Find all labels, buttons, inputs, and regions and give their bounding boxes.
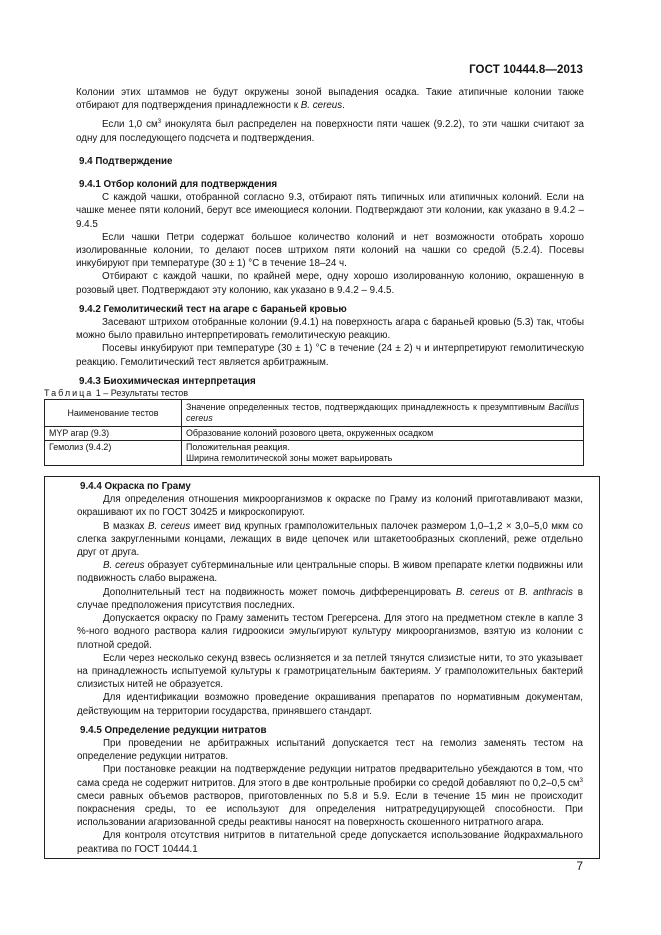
page-number: 7 (576, 859, 583, 873)
heading-9-4: 9.4 Подтверждение (79, 155, 173, 167)
paragraph-9-4-5-c: Для контроля отсутствия нитритов в питательной среде допускается использование йодкрахмального реактива по ГОСТ 10444.1 (77, 830, 583, 855)
table-header-row (45, 400, 584, 427)
boxed-section (44, 476, 600, 859)
page-content (44, 86, 584, 859)
paragraph-9-4-2-a: Засевают штрихом отобранные колонии (9.4.1) на поверхность агара с бараньей кровью (5.3) так, чтобы можно было правильно интерпретировать гемолитическую реакцию. (76, 317, 584, 342)
paragraph-9-4-5-a: При проведении не арбитражных испытаний допускается тест на гемолиз заменять тестом на определение редукции нитратов. (77, 737, 583, 763)
heading-9-4-1: 9.4.1 Отбор колоний для подтверждения (79, 179, 278, 191)
heading-9-4-4: 9.4.4 Окраска по Граму (80, 481, 191, 493)
results-table (44, 399, 584, 466)
table-cell: MYP агар (9.3) (45, 427, 182, 441)
table-caption: Таблица 1 – Результаты тестов (44, 388, 189, 399)
table-header-tests: Наименование тестов (45, 400, 182, 427)
paragraph-9-4-5-b: При постановке реакции на подтверждение редукции нитратов предварительно убеждаются в том, что сама среда не содержит нитритов. Для этого в две контрольные пробирки со средой добавляют по 0,2–0,5 $см^3$ смеси равных объемов растворов, приготовленных по 5.8 и 5.9. Если в течение 15 мин не происходит покраснения среды, то ее используют для определения нитратредуцирующей способности. При использовании агаризованной среды реактивы наносят на поверхность скошенного нитратного агара. (77, 764, 583, 829)
paragraph-9-4-4-b: В мазках B. cereus имеет вид крупных грамположительных палочек размером 1,0–1,2 × 3,0–5,0 мкм со слегка закругленными концами, лежащих в виде цепочек или штакетообразных скоплений, реже отдельно друг от друга. (77, 520, 583, 559)
paragraph-9-4-2-b: Посевы инкубируют при температуре (30 ± 1) °С в течение (24 ± 2) ч и интерпретируют гемолитическую реакцию. Гемолитический тест является арбитражным. (76, 343, 584, 368)
paragraph-9-4-4-d: Дополнительный тест на подвижность может помочь дифференцировать B. cereus от B. anthracis в случае предположения присутствия последних. (77, 586, 583, 611)
table-cell: Гемолиз (9.4.2) (45, 441, 182, 466)
table-cell: Образование колоний розового цвета, окруженных осадком (182, 427, 584, 441)
paragraph-9-4-1-b: Если чашки Петри содержат большое количество колоний и нет возможности отобрать хорошо изолированные колонии, то делают посев штрихом пяти колоний на чашки со средой (5.2.4). Посевы инкубируют при температуре (30 ± 1) °С в течение 18–24 ч. (76, 231, 584, 270)
table-row (45, 441, 584, 466)
heading-9-4-3: 9.4.3 Биохимическая интерпретация (79, 375, 256, 387)
heading-9-4-5: 9.4.5 Определение редукции нитратов (80, 724, 267, 736)
paragraph-9-4-1-c: Отбирают с каждой чашки, по крайней мере, одну хорошо изолированную колонию, окрашенную в розовый цвет. Подтверждают эту колонию, как указано в 9.4.2 – 9.4.5. (76, 271, 584, 296)
paragraph-atypical-colonies: Колонии этих штаммов не будут окружены зоной выпадения осадка. Такие атипичные колонии также отбирают для подтверждения принадлежности к B. cereus. (76, 87, 584, 112)
paragraph-inoculum: Если 1,0 $см^3$ инокулята был распределен на поверхности пяти чашек (9.2.2), то эти чашки считают за одну для последующего подсчета и подтверждения. (76, 119, 584, 144)
paragraph-9-4-4-a: Для определения отношения микроорганизмов к окраске по Граму из колоний приготавливают мазки, окрашивают их по ГОСТ 30425 и микроскопируют. (77, 494, 583, 519)
table-header-values: Значение определенных тестов, подтверждающих принадлежность к презумптивным Bacillus cereus (182, 400, 584, 427)
paragraph-9-4-1-a: С каждой чашки, отобранной согласно 9.3, отбирают пять типичных или атипичных колоний. Если на чашке менее пяти колоний, берут все имеющиеся колонии. Подтверждают эти колонии, как указано в 9.4.2 – 9.4.5 (76, 192, 584, 230)
table-row (45, 427, 584, 441)
heading-9-4-2: 9.4.2 Гемолитический тест на агаре с бараньей кровью (79, 303, 347, 315)
paragraph-9-4-4-c: B. cereus образует субтерминальные или центральные споры. В живом препарате клетки подвижны или подвижность слабо выражена. (77, 560, 583, 585)
table-cell: Положительная реакция. Ширина гемолитической зоны может варьировать (182, 441, 584, 466)
paragraph-9-4-4-f: Если через несколько секунд взвесь ослизняется и за петлей тянутся слизистые нити, то это указывает на принадлежность испытуемой культуры к грамотрицательным бактериям. У грамположительных бактерий слизистых нитей не образуется. (77, 652, 583, 691)
paragraph-9-4-4-e: Допускается окраску по Граму заменить тестом Грегерсена. Для этого на предметном стекле в капле 3 %-ного водного раствора калия гидроокиси эмульгируют культуру микроорганизмов, взятую из колонии с плотной средой. (77, 613, 583, 651)
paragraph-9-4-4-g: Для идентификации возможно проведение окрашивания препаратов по нормативным документам, действующим на территории государства, принявшего стандарт. (77, 692, 583, 717)
standard-header: ГОСТ 10444.8—2013 (469, 64, 583, 76)
